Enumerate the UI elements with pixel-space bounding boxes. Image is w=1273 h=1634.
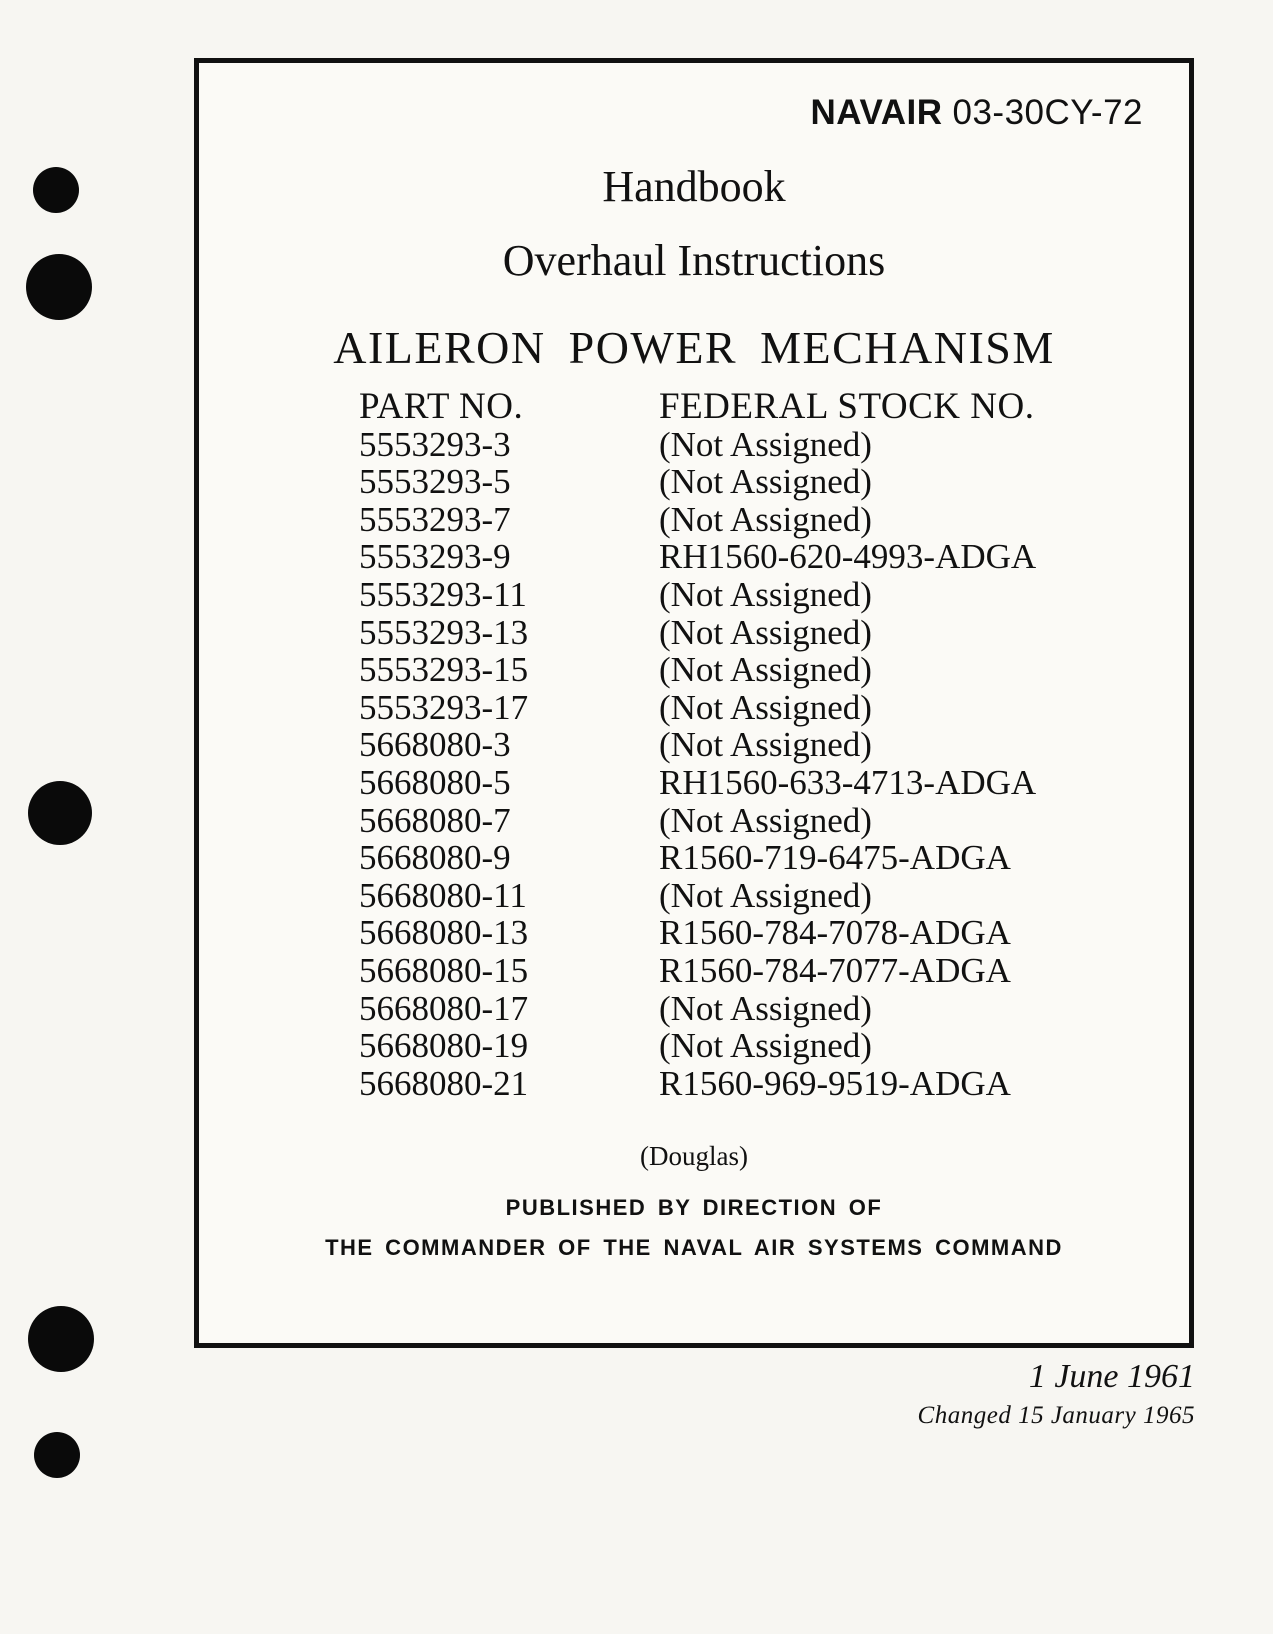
- part-number: 5553293-3: [359, 424, 511, 464]
- binder-hole-4: [28, 1306, 94, 1372]
- part-number: 5668080-17: [359, 988, 529, 1028]
- part-number: 5553293-17: [359, 687, 529, 727]
- part-number: 5553293-9: [359, 537, 511, 577]
- binder-hole-1: [33, 167, 79, 213]
- part-number: 5553293-13: [359, 612, 529, 652]
- commander-line: THE COMMANDER OF THE NAVAL AIR SYSTEMS COMMAND: [325, 1235, 1063, 1260]
- table-row: [359, 614, 1036, 652]
- federal-stock-number: (Not Assigned): [659, 424, 872, 464]
- handbook-label: Handbook: [602, 162, 786, 211]
- federal-stock-number: (Not Assigned): [659, 725, 872, 765]
- federal-stock-number: (Not Assigned): [659, 800, 872, 840]
- table-row: [359, 990, 1036, 1028]
- federal-stock-number: (Not Assigned): [659, 988, 872, 1028]
- federal-stock-number: RH1560-633-4713-ADGA: [659, 762, 1037, 802]
- table-row: [359, 651, 1036, 689]
- federal-stock-number: (Not Assigned): [659, 574, 872, 614]
- federal-stock-number: R1560-969-9519-ADGA: [659, 1063, 1011, 1103]
- table-row: [359, 538, 1036, 576]
- table-row: [359, 426, 1036, 464]
- table-row: [359, 914, 1036, 952]
- binder-hole-5: [34, 1432, 80, 1478]
- federal-stock-number: (Not Assigned): [659, 650, 872, 690]
- part-number: 5668080-13: [359, 913, 529, 953]
- table-row: [359, 576, 1036, 614]
- federal-stock-number: (Not Assigned): [659, 462, 872, 502]
- cover-frame: [194, 58, 1194, 1348]
- part-number: 5553293-5: [359, 462, 511, 502]
- part-number: 5668080-5: [359, 762, 511, 802]
- federal-stock-number: (Not Assigned): [659, 612, 872, 652]
- part-number: 5668080-15: [359, 950, 529, 990]
- part-number: 5553293-7: [359, 499, 511, 539]
- part-number: 5553293-11: [359, 574, 527, 614]
- manufacturer: (Douglas): [640, 1141, 748, 1171]
- navair-number: 03-30CY-72: [952, 93, 1143, 132]
- overhaul-instructions-label: Overhaul Instructions: [502, 236, 886, 285]
- part-number: 5668080-9: [359, 838, 511, 878]
- table-row: [359, 1065, 1036, 1103]
- binder-hole-3: [28, 781, 92, 845]
- part-number: 5553293-15: [359, 650, 529, 690]
- part-number: 5668080-19: [359, 1026, 529, 1066]
- part-number: 5668080-3: [359, 725, 511, 765]
- table-row: [359, 802, 1036, 840]
- table-row: [359, 952, 1036, 990]
- federal-stock-number: (Not Assigned): [659, 687, 872, 727]
- table-row: [359, 463, 1036, 501]
- table-header: [359, 388, 1036, 426]
- document-number: [811, 93, 1144, 133]
- table-row: [359, 764, 1036, 802]
- header-part-no: PART NO.: [359, 386, 524, 427]
- table-row: [359, 877, 1036, 915]
- federal-stock-number: R1560-784-7077-ADGA: [659, 950, 1011, 990]
- table-row: [359, 689, 1036, 727]
- table-row: [359, 726, 1036, 764]
- header-federal-stock-no: FEDERAL STOCK NO.: [659, 386, 1035, 427]
- part-number: 5668080-21: [359, 1063, 529, 1103]
- binder-hole-2: [26, 254, 92, 320]
- publication-date: 1 June 1961: [1028, 1358, 1195, 1395]
- federal-stock-number: (Not Assigned): [659, 1026, 872, 1066]
- part-number: 5668080-11: [359, 875, 527, 915]
- table-row: [359, 501, 1036, 539]
- parts-table: [359, 388, 1036, 1102]
- federal-stock-number: RH1560-620-4993-ADGA: [659, 537, 1037, 577]
- federal-stock-number: R1560-719-6475-ADGA: [659, 838, 1011, 878]
- table-body: [359, 426, 1036, 1103]
- part-number: 5668080-7: [359, 800, 511, 840]
- table-row: [359, 1027, 1036, 1065]
- changed-date: Changed 15 January 1965: [917, 1402, 1195, 1429]
- published-by-line: PUBLISHED BY DIRECTION OF: [505, 1195, 883, 1220]
- federal-stock-number: (Not Assigned): [659, 499, 872, 539]
- federal-stock-number: R1560-784-7078-ADGA: [659, 913, 1011, 953]
- table-row: [359, 839, 1036, 877]
- document-title: AILERON POWER MECHANISM: [333, 322, 1055, 373]
- navair-label: NAVAIR: [810, 93, 943, 132]
- federal-stock-number: (Not Assigned): [659, 875, 872, 915]
